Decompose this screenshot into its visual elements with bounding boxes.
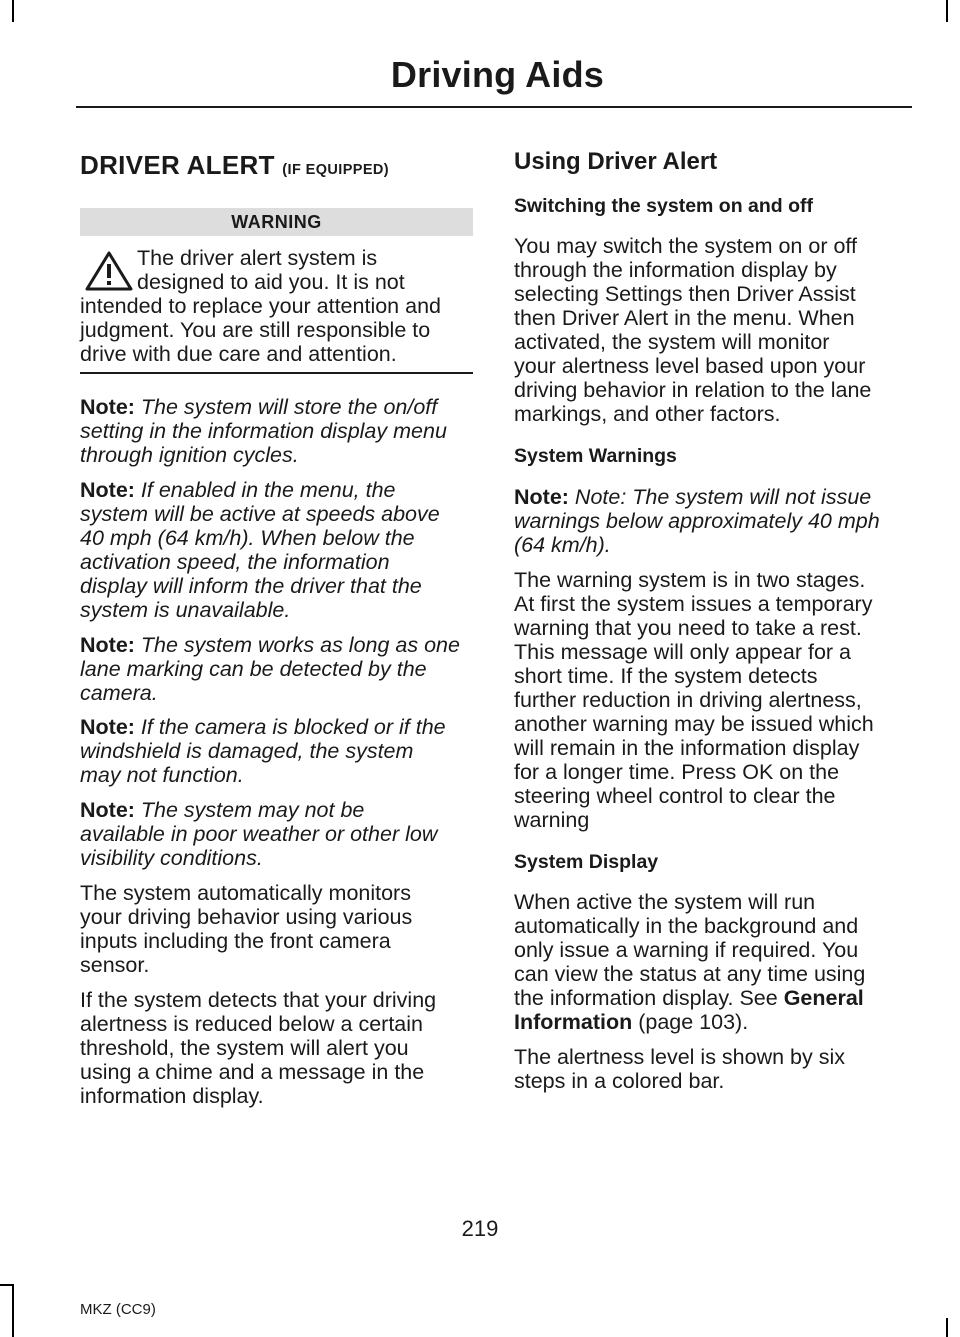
section-title — [80, 150, 389, 181]
body-line: The alertness level is shown by six — [514, 1045, 846, 1069]
body-line: You may switch the system on or off — [514, 234, 857, 258]
note-line: available in poor weather or other low — [80, 822, 438, 846]
body-line: through the information display by — [514, 258, 837, 282]
body-line: sensor. — [80, 953, 150, 977]
body-line: your driving behavior using various — [80, 905, 413, 929]
note-line — [80, 478, 473, 502]
body-line: steps in a colored bar. — [514, 1069, 725, 1093]
note-line — [80, 633, 473, 657]
body-line: When active the system will run — [514, 890, 816, 914]
body-line: steering wheel control to clear the — [514, 784, 836, 808]
body-line: driving behavior in relation to the lane — [514, 378, 872, 402]
body-line: alertness is reduced below a certain — [80, 1012, 423, 1036]
note-line: visibility conditions. — [80, 846, 263, 870]
body-line: selecting Settings then Driver Assist — [514, 282, 856, 306]
note-line — [80, 395, 473, 419]
note-label: Note: — [80, 395, 135, 419]
body-line: using a chime and a message in the — [80, 1060, 425, 1084]
note-line: camera. — [80, 681, 158, 705]
note-label: Note: — [514, 485, 569, 509]
warning-text-line: designed to aid you. It is not — [137, 270, 405, 294]
crop-mark-bottom-right — [946, 1318, 948, 1337]
note-line — [514, 485, 908, 509]
note-line: system will be active at speeds above — [80, 502, 440, 526]
page-number: 219 — [461, 1216, 499, 1241]
note-line: may not function. — [80, 763, 244, 787]
note-line — [80, 715, 473, 739]
body-line — [514, 986, 908, 1010]
section-title-suffix: (IF EQUIPPED) — [282, 162, 390, 178]
page-header-title: Driving Aids — [390, 54, 604, 95]
body-line: inputs including the front camera — [80, 929, 391, 953]
note-text: The system will store the on/off — [134, 395, 438, 419]
crop-mark-bottom-left-h — [0, 1284, 14, 1286]
note-line: setting in the information display menu — [80, 419, 447, 443]
body-line: another warning may be issued which — [514, 712, 874, 736]
section-heading: Using Driver Alert — [514, 148, 718, 175]
cross-reference-link[interactable]: Information — [514, 1010, 633, 1034]
note-label: Note: — [80, 798, 135, 822]
page-reference: (page 103). — [632, 1010, 749, 1034]
body-line: your alertness level based upon your — [514, 354, 866, 378]
cross-reference-link[interactable]: General — [783, 986, 864, 1010]
body-line: further reduction in driving alertness, — [514, 688, 862, 712]
warning-banner: WARNING — [80, 208, 473, 236]
body-line: At first the system issues a temporary — [514, 592, 873, 616]
note-text: If the camera is blocked or if the — [134, 715, 446, 739]
body-line: will remain in the information display — [514, 736, 860, 760]
warning-text-line: drive with due care and attention. — [80, 342, 397, 366]
body-line: can view the status at any time using — [514, 962, 866, 986]
body-line: This message will only appear for a — [514, 640, 851, 664]
body-line: threshold, the system will alert you — [80, 1036, 409, 1060]
body-line: information display. — [80, 1084, 264, 1108]
note-text: If enabled in the menu, the — [134, 478, 396, 502]
note-label: Note: — [80, 715, 135, 739]
body-text: the information display. See — [514, 986, 784, 1010]
note-line: lane marking can be detected by the — [80, 657, 427, 681]
warning-text-line: The driver alert system is — [137, 246, 378, 270]
section-title-text: DRIVER ALERT — [80, 150, 275, 180]
body-line: then Driver Alert in the menu. When — [514, 306, 855, 330]
note-line: warnings below approximately 40 mph — [514, 509, 880, 533]
header-rule — [76, 106, 912, 108]
body-line — [514, 1010, 908, 1034]
subheading-system-warnings: System Warnings — [514, 445, 677, 467]
note-label: Note: — [80, 633, 135, 657]
crop-mark-top-right — [946, 0, 948, 22]
crop-mark-bottom-left — [12, 1284, 14, 1337]
note-label: Note: — [80, 478, 135, 502]
note-text: Note: The system will not issue — [568, 485, 872, 509]
note-line: windshield is damaged, the system — [80, 739, 414, 763]
body-line: warning — [514, 808, 590, 832]
warning-text-line: intended to replace your attention and — [80, 294, 441, 318]
note-line: through ignition cycles. — [80, 443, 299, 467]
footer-model: MKZ (CC9) — [80, 1301, 156, 1318]
subheading-system-display: System Display — [514, 851, 659, 873]
note-line — [80, 798, 473, 822]
note-line: 40 mph (64 km/h). When below the — [80, 526, 415, 550]
note-line: (64 km/h). — [514, 533, 611, 557]
body-line: short time. If the system detects — [514, 664, 818, 688]
body-line: markings, and other factors. — [514, 402, 781, 426]
note-text: The system may not be — [134, 798, 365, 822]
warning-rule — [80, 372, 473, 374]
body-line: warning that you need to take a rest. — [514, 616, 862, 640]
note-text: The system works as long as one — [134, 633, 460, 657]
crop-mark-top-left — [12, 0, 14, 22]
body-line: If the system detects that your driving — [80, 988, 437, 1012]
body-line: automatically in the background and — [514, 914, 859, 938]
body-line: only issue a warning if required. You — [514, 938, 859, 962]
body-line: for a longer time. Press OK on the — [514, 760, 840, 784]
body-line: The warning system is in two stages. — [514, 568, 866, 592]
note-line: activation speed, the information — [80, 550, 390, 574]
note-line: system is unavailable. — [80, 598, 291, 622]
body-line: The system automatically monitors — [80, 881, 411, 905]
note-line: display will inform the driver that the — [80, 574, 422, 598]
body-line: activated, the system will monitor — [514, 330, 830, 354]
warning-text-line: judgment. You are still responsible to — [80, 318, 431, 342]
subheading-switching: Switching the system on and off — [514, 195, 814, 217]
